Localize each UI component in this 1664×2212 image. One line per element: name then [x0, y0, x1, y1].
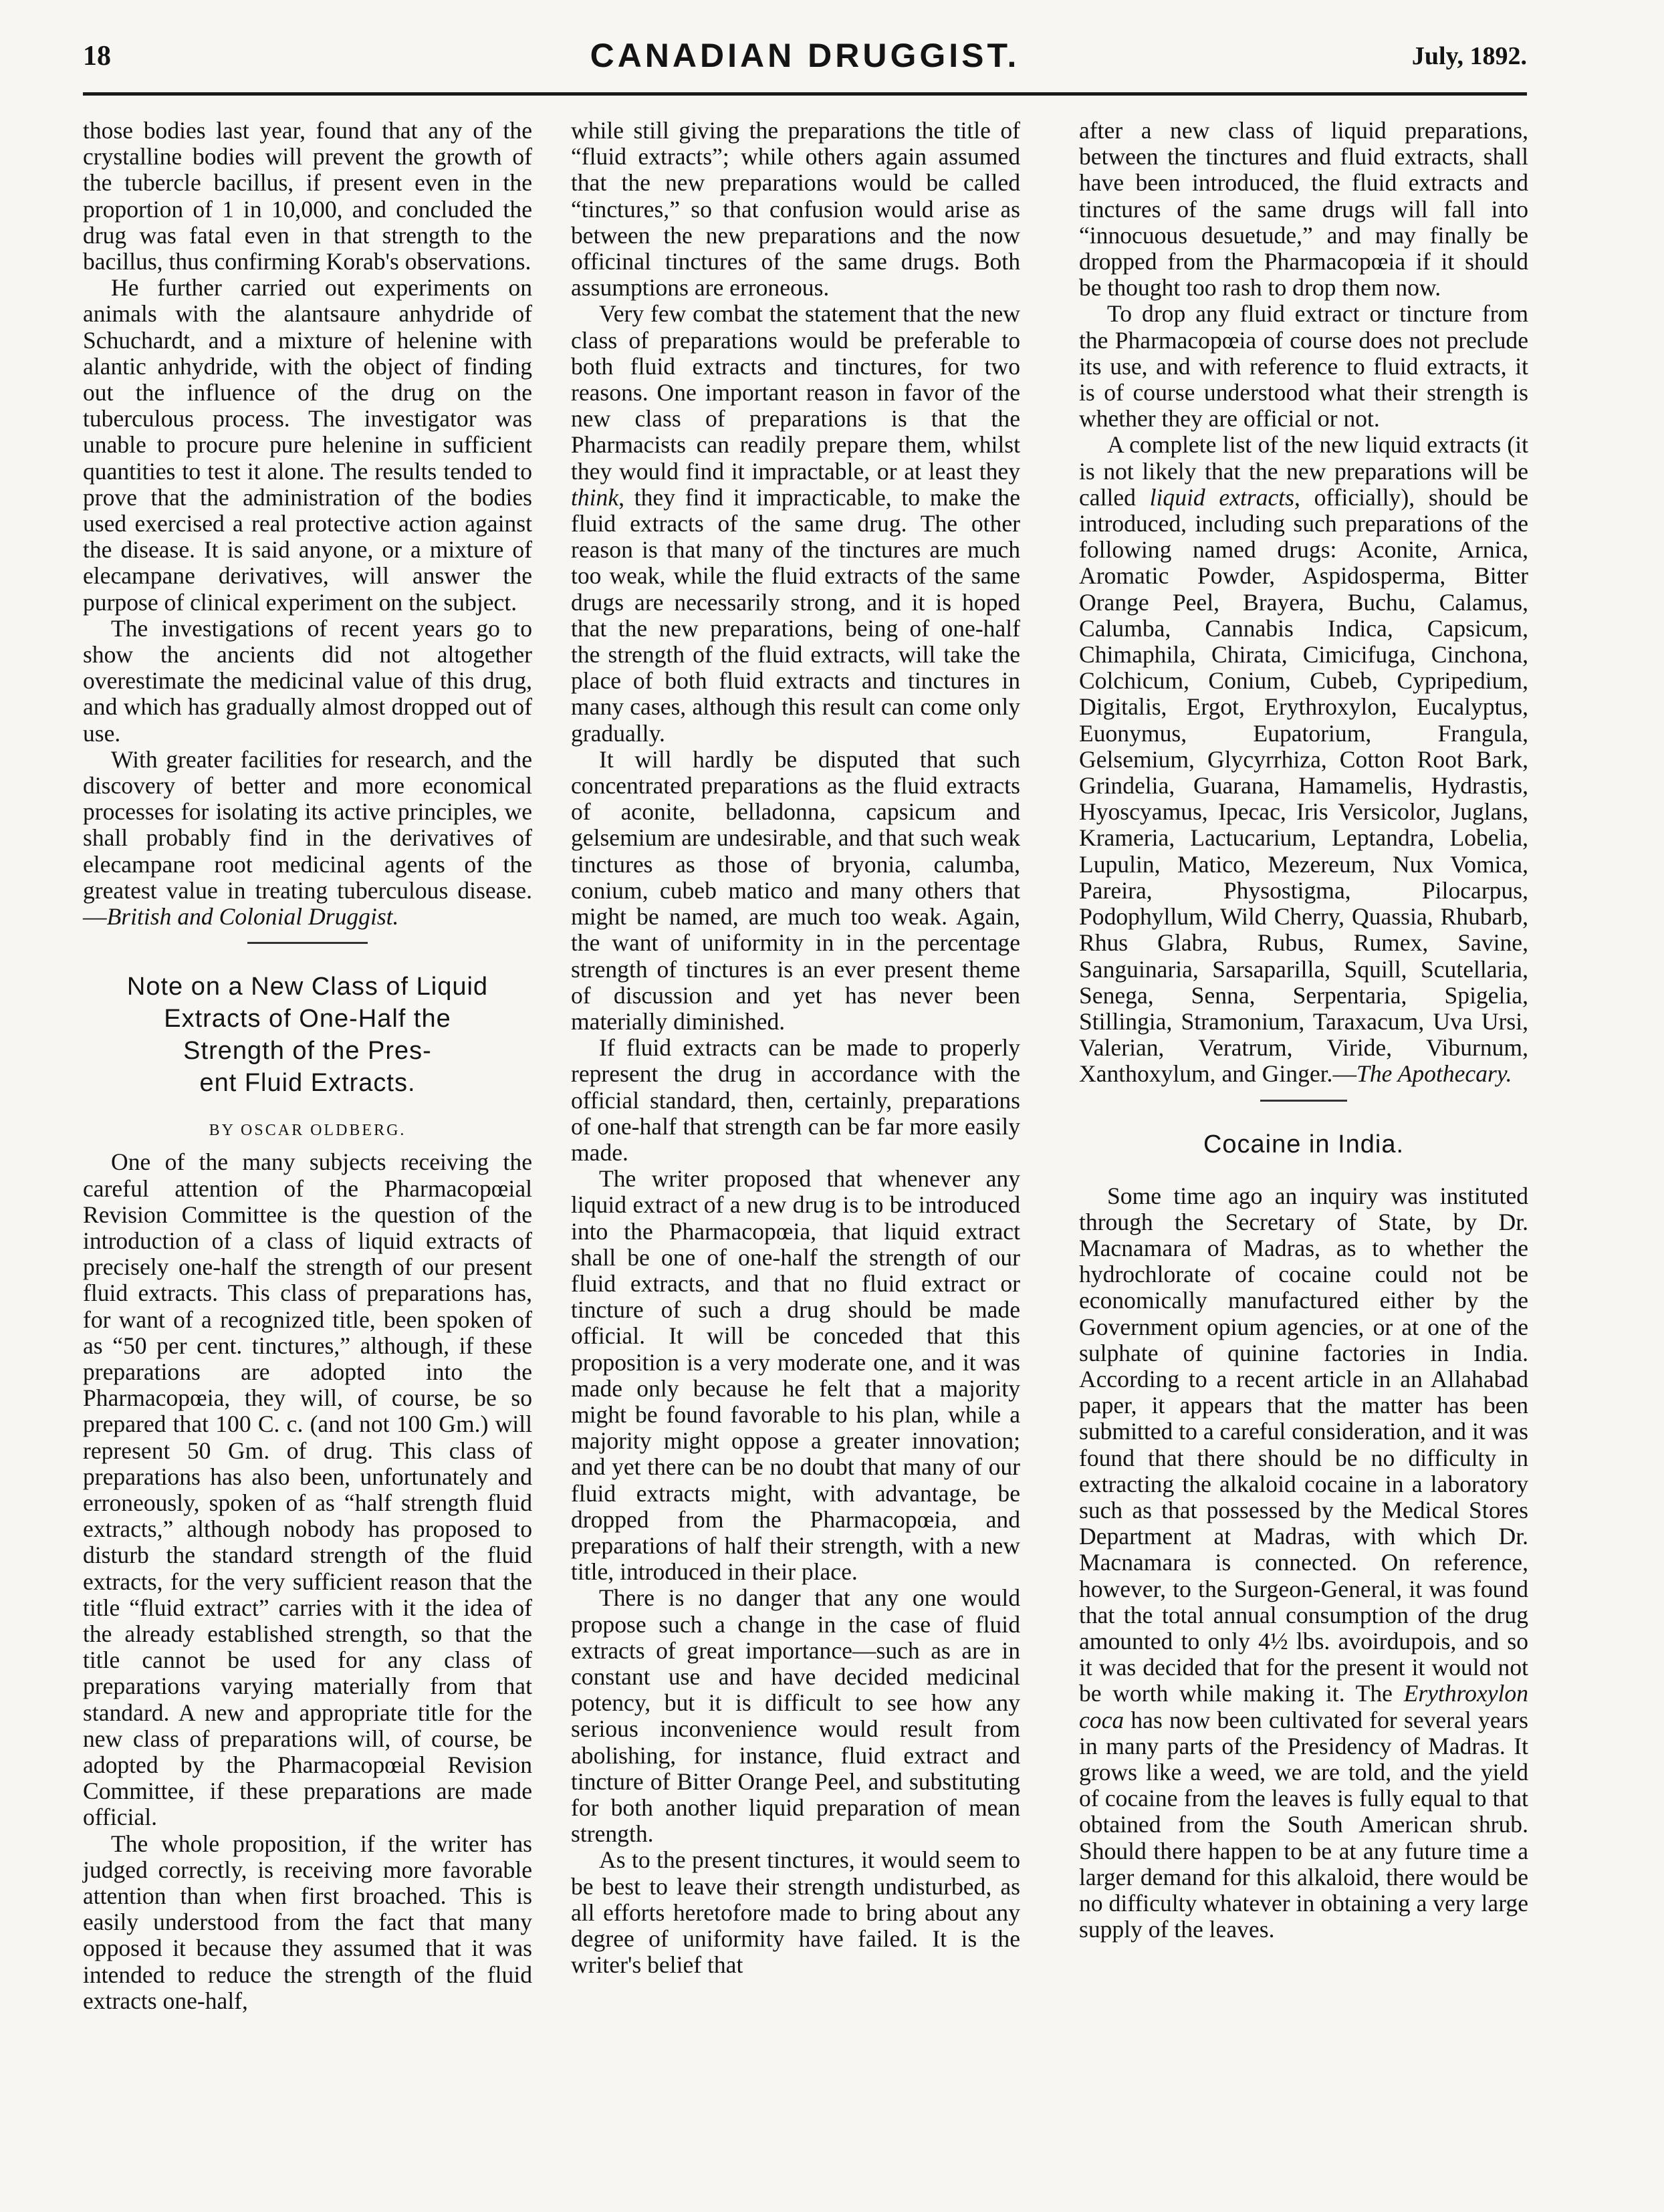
- issue-date: July, 1892.: [1411, 42, 1527, 70]
- paragraph-text: Very few combat the statement that the new class of preparations would be preferable to both fluid extracts and tinctures, for two reasons. One important reason in favor of the new class of preparations is that the Pharmacists can readily prepare them, whilst they would find it impractable, or at least they: [571, 300, 1020, 485]
- paragraph: [571, 301, 1020, 746]
- article-title-cocaine: Cocaine in India.: [1203, 1130, 1405, 1158]
- paragraph: [1079, 1183, 1528, 1943]
- column-2: [571, 118, 1020, 1978]
- paragraph: those bodies last year, found that any of the crystalline bodies will prevent the growth of the tubercle bacillus, if present even in the proportion of 1 in 10,000, and concluded the drug was fatal even in that strength to the bacillus, thus confirming Korab's observations.: [83, 117, 532, 275]
- italic-phrase: Erythroxylon coca: [1079, 1680, 1528, 1733]
- article-title: [103, 971, 512, 1099]
- title-line: Note on a New Class of Liquid: [126, 973, 489, 1001]
- paragraph: It will hardly be disputed that such concentrated preparations as the fluid extracts of aconite, belladonna, capsicum and gelsemium are undesirable, and that such weak tinctures as those of bryonia, calumba, conium, cubeb matico and many others that might be named, are much too weak. Again, the want of uniformity in in the percentage strength of tinctures is an ever present theme of discussion and yet has never been materially diminished.: [571, 745, 1020, 1035]
- page-number: 18: [83, 41, 111, 72]
- title-line: ent Fluid Extracts.: [199, 1069, 416, 1098]
- title-line: Extracts of One-Half the: [164, 1005, 451, 1033]
- paragraph: As to the present tinctures, it would seem to be best to leave their strength undisturbed, as all efforts heretofore made to bring about any degree of uniformity have failed. It is the writer's belief that: [571, 1846, 1020, 1979]
- source-credit: The Apothecary.: [1356, 1060, 1512, 1088]
- publication-title: CANADIAN DRUGGIST.: [590, 37, 1020, 74]
- paragraph: One of the many subjects receiving the careful attention of the Pharmacopœial Revision Committee is the question of the introduction of a class of liquid extracts of precisely one-half the strength of our present fluid extracts. This class of preparations has, for want of a recognized title, been spoken of as “50 per cent. tinctures,” although, if these preparations are adopted into the Pharmacopœia, they will, of course, be so prepared that 100 C. c. (and not 100 Gm.) will represent 50 Gm. of drug. This class of preparations has also been, unfortunately and erroneously, spoken of as “half strength fluid extracts,” although nobody has proposed to disturb the standard strength of the fluid extracts, for the very sufficient reason that the title “fluid extract” carries with it the idea of the already established strength, so that the title cannot be used for any class of preparations varying materially from that standard. A new and appropriate title for the new class of preparations will, of course, be adopted by the Pharmacopœial Revision Committee, if these preparations are made official.: [83, 1148, 532, 1831]
- title-line: Strength of the Pres-: [183, 1037, 432, 1066]
- separator: [247, 942, 368, 944]
- paragraph: [83, 747, 532, 930]
- paragraph: while still giving the preparations the title of “fluid extracts”; while others again assumed that the new preparations would be called “tinctures,” so that confusion would arise as between the new preparations and the now officinal tinctures of the same drugs. Both assumptions are erroneous.: [571, 117, 1020, 301]
- paragraph: If fluid extracts can be made to properly represent the drug in accordance with the official standard, then, certainly, preparations of one-half that strength can be far more easily made.: [571, 1034, 1020, 1166]
- column-1: [83, 118, 532, 2014]
- paragraph: There is no danger that any one would propose such a change in the case of fluid extracts of great importance—such as are in constant use and have decided medicinal potency, but it is difficult to see how any serious inconvenience would result from abolishing, for instance, fluid extract and tincture of Bitter Orange Peel, and substituting for both another liquid preparation of mean strength.: [571, 1584, 1020, 1848]
- source-credit: British and Colonial Druggist.: [106, 903, 399, 931]
- paragraph-text: , officially), should be introduced, including such preparations of the following named drugs: Aconite, Arnica, Aromatic Powder, Aspidosperma, Bitter Orange Peel, Brayera, Buchu, Calamus, Calumba, Cannabis Indica, Capsicum, Chimaphila, Chirata, Cimicifuga, Cinchona, Colchicum, Conium, Cubeb, Cypripedium, Digitalis, Ergot, Erythroxylon, Eucalyptus, Euonymus, Eupatorium, Frangula, Gelsemium, Glycyrrhiza, Cotton Root Bark, Grindelia, Guarana, Hamamelis, Hydrastis, Hyoscyamus, Ipecac, Iris Versicolor, Juglans, Krameria, Lactucarium, Leptandra, Lobelia, Lupulin, Matico, Mezereum, Nux Vomica, Pareira, Physostigma, Pilocarpus, Podophyllum, Wild Cherry, Quassia, Rhubarb, Rhus Glabra, Rubus, Rumex, Savine, Sanguinaria, Sarsaparilla, Squill, Scutellaria, Senega, Senna, Serpentaria, Spigelia, Stillingia, Stramonium, Taraxacum, Uva Ursi, Valerian, Veratrum, Viride, Viburnum, Xanthoxylum, and Ginger.—: [1079, 483, 1529, 1088]
- paragraph: The whole proposition, if the writer has judged correctly, is receiving more favorable attention than when first broached. This is easily understood from the fact that many opposed it because they assumed that it was intended to reduce the strength of the fluid extracts one-half,: [83, 1830, 532, 2014]
- paragraph: The writer proposed that whenever any liquid extract of a new drug is to be introduced into the Pharmacopœia, that liquid extract shall be one of one-half the strength of our fluid extracts, and that no fluid extract or tincture of such a drug should be made official. It will be conceded that this proposition is a very moderate one, and it was made only because he felt that a majority might be found favorable to his plan, while a majority might oppose a greater innovation; and yet there can be no doubt that many of our fluid extracts might, with advantage, be dropped from the Pharmacopœia, and preparations of half their strength, with a new title, introduced in their place.: [571, 1165, 1020, 1586]
- paragraph-text: With greater facilities for research, and the discovery of better and more economical processes for isolating its active principles, we shall probably find in the derivatives of elecampane root medicinal agents of the greatest value in treating tuberculous disease.—: [83, 745, 532, 931]
- paragraph: To drop any fluid extract or tincture from the Pharmacopœia of course does not preclude its use, and with reference to fluid extracts, it is of course understood what their strength is whether they are official or not.: [1079, 300, 1528, 433]
- separator: [1260, 1100, 1347, 1102]
- paragraph-text: , they find it impracticable, to make the fluid extracts of the same drug. The other reason is that many of the tinctures are much too weak, while the fluid extracts of the same drugs are necessarily strong, and it is hoped that the new preparations, being of one-half the strength of the fluid extracts, will take the place of both fluid extracts and tinctures in many cases, although this result can come only gradually.: [571, 483, 1020, 747]
- paragraph-text: A complete list of the new liquid extracts (it is not likely that the new preparations will be called: [1079, 431, 1528, 511]
- paragraph: He further carried out experiments on animals with the alantsaure anhydride of Schuchardt, and a mixture of helenine with alantic anhydride, with the object of finding out the influence of the drug on the tuberculous process. The investigator was unable to procure pure helenine in sufficient quantities to test it alone. The results tended to prove that the administration of the bodies used exercised a real protective action against the disease. It is said anyone, or a mixture of elecampane derivatives, will answer the purpose of clinical experiment on the subject.: [83, 274, 532, 616]
- header-rule: [83, 92, 1527, 96]
- paragraph: [1079, 432, 1528, 1087]
- paragraph-text: Some time ago an inquiry was instituted through the Secretary of State, by Dr. Macnamara of Madras, as to whether the hydrochlorate of cocaine could not be economically manufactured either by the Government opium agencies, or at one of the sulphate of quinine factories in India. According to a recent article in an Allahabad paper, it appears that the matter has been submitted to a careful consideration, and it was found that there should be no difficulty in extracting the alkaloid cocaine in a laboratory such as that possessed by the Medical Stores Department at Madras, with which Dr. Macnamara is connected. On reference, however, to the Surgeon-General, it was found that the total annual consumption of the drug amounted to only 4½ lbs. avoirdupois, and so it was decided that for the present it would not be worth while making it. The: [1079, 1182, 1528, 1707]
- column-3: [1079, 118, 1528, 1943]
- paragraph: after a new class of liquid preparations, between the tinctures and fluid extracts, shall have been introduced, the fluid extracts and tinctures of the same drugs will fall into “innocuous desuetude,” and may finally be dropped from the Pharmacopœia if it should be thought too rash to drop them now.: [1079, 117, 1528, 301]
- byline: BY OSCAR OLDBERG.: [209, 1122, 406, 1140]
- paragraph-text: has now been cultivated for several years in many parts of the Presidency of Madras. It grows like a weed, we are told, and the yield of cocaine from the leaves is fully equal to that obtained from the South American shrub. Should there happen to be at any future time a larger demand for this alkaloid, there would be no difficulty whatever in obtaining a very large supply of the leaves.: [1079, 1706, 1528, 1943]
- paragraph: The investigations of recent years go to show the ancients did not altogether overestimate the medicinal value of this drug, and which has gradually almost dropped out of use.: [83, 614, 532, 747]
- page-header: [83, 37, 1527, 94]
- italic-word: think: [571, 483, 619, 511]
- italic-phrase: liquid extracts: [1149, 483, 1295, 511]
